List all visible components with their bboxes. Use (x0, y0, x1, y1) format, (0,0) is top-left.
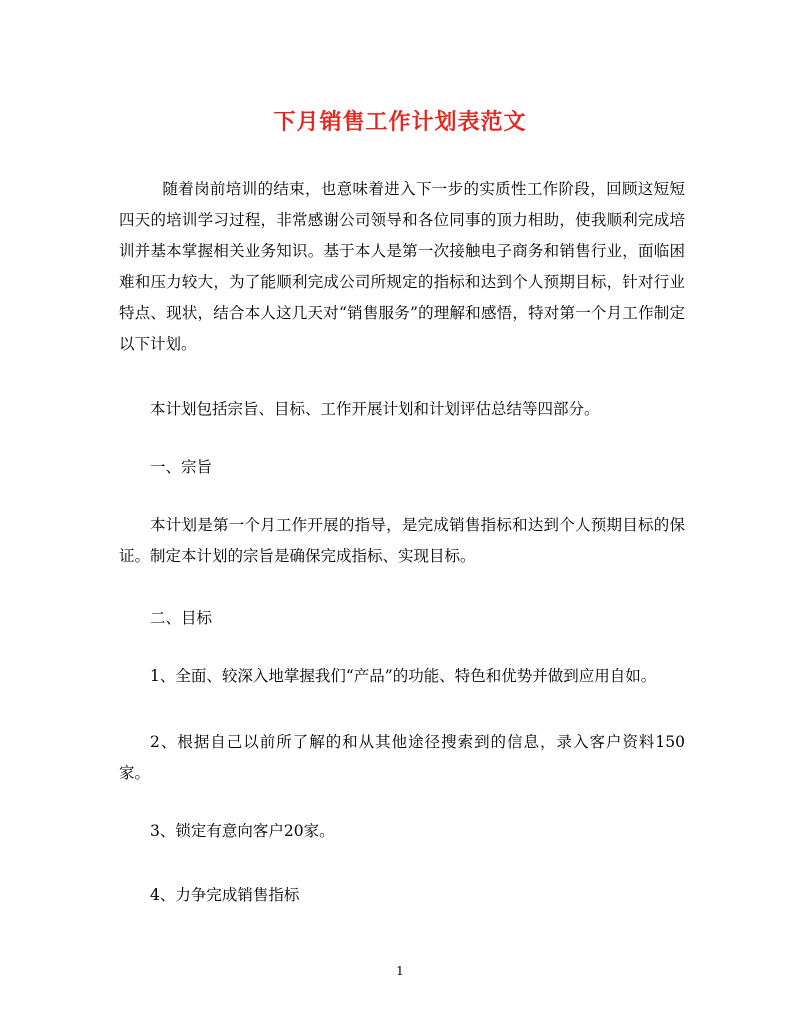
scope-paragraph: 本计划包括宗旨、目标、工作开展计划和计划评估总结等四部分。 (150, 400, 600, 418)
document-title: 下月销售工作计划表范文 (273, 109, 527, 135)
section-heading-purpose: 一、宗旨 (150, 458, 213, 476)
intro-paragraph: 随着岗前培训的结束，也意味着进入下一步的实质性工作阶段，回顾这短短四天的培训学习过程，非常感谢公司领导和各位同事的顶力相助，使我顺利完成培训并基本掌握相关业务知识。基于本人是第一次接触电子商务和销售行业，面临困难和压力较大，为了能顺利完成公司所规定的指标和达到个人预期目标，针对行业特点、现状，结合本人这几天对“销售服务”的理解和感悟，特对第一个月工作制定以下计划。 (119, 180, 685, 353)
goal-item-4: 4、力争完成销售指标 (150, 886, 300, 904)
purpose-paragraph: 本计划是第一个月工作开展的指导，是完成销售指标和达到个人预期目标的保证。制定本计划的宗旨是确保完成指标、实现目标。 (119, 516, 685, 565)
goal-item-1: 1、全面、较深入地掌握我们“产品”的功能、特色和优势并做到应用自如。 (150, 667, 657, 685)
page-number: 1 (396, 964, 404, 978)
goal-item-2: 2、根据自己以前所了解的和从其他途径搜索到的信息，录入客户资料150家。 (119, 733, 685, 782)
goal-item-3: 3、锁定有意向客户20家。 (150, 822, 335, 840)
section-heading-goals: 二、目标 (150, 609, 213, 627)
